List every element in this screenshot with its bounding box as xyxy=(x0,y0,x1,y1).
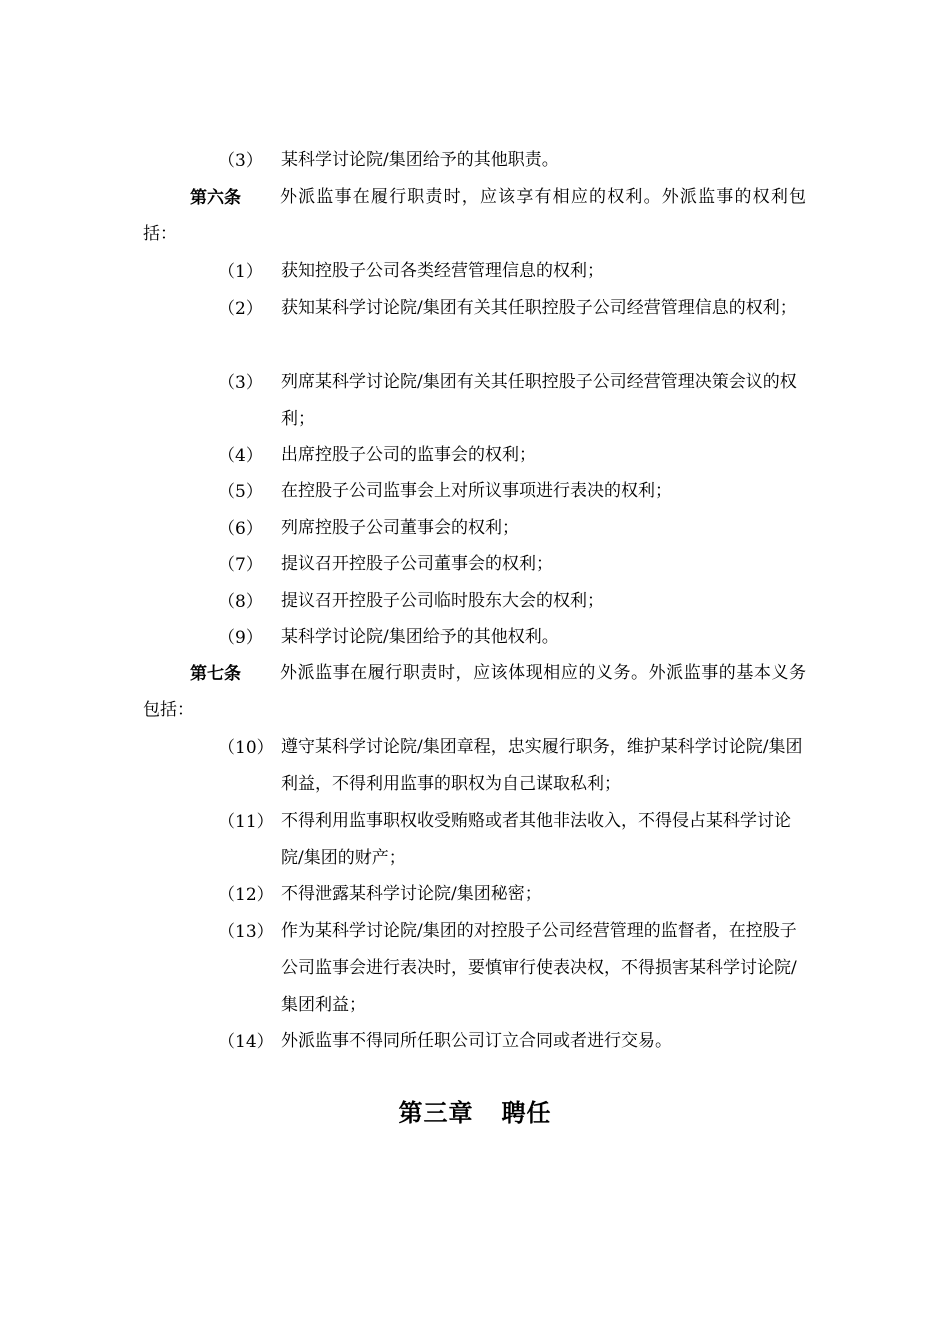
article-6-body: 外派监事在履行职责时，应该享有相应的权利。外派监事的权利包括： xyxy=(143,187,806,244)
list-item-text: 获知某科学讨论院/集团有关其任职控股子公司经营管理信息的权利； xyxy=(281,298,797,318)
chapter-title: 聘任 xyxy=(501,1098,552,1127)
list-item-number: （2） xyxy=(218,299,263,319)
list-item-number: （3） xyxy=(218,151,263,171)
list-item-text: 不得利用监事职权收受贿赂或者其他非法收入，不得侵占某科学讨论院/集团的财产； xyxy=(281,811,791,868)
list-item-number: （5） xyxy=(218,482,263,502)
chapter-label: 第三章 xyxy=(398,1098,474,1127)
list-item-number: （1） xyxy=(218,262,263,282)
list-item-number: （3） xyxy=(218,373,263,393)
list-item-text: 提议召开控股子公司临时股东大会的权利； xyxy=(281,591,604,611)
list-item-text: 外派监事不得同所任职公司订立合同或者进行交易。 xyxy=(281,1031,672,1051)
chapter-heading xyxy=(0,1098,950,1128)
list-item-number: （7） xyxy=(218,555,263,575)
list-item-number: （6） xyxy=(218,519,263,539)
list-item-number: （10） xyxy=(218,738,274,758)
list-item-number: （8） xyxy=(218,592,263,612)
list-item-number: （9） xyxy=(218,628,263,648)
list-item-text: 提议召开控股子公司董事会的权利； xyxy=(281,554,553,574)
list-item-text: 遵守某科学讨论院/集团章程，忠实履行职务，维护某科学讨论院/集团利益，不得利用监事的职权为自己谋取私利； xyxy=(281,737,803,794)
list-item-number: （12） xyxy=(218,885,274,905)
list-item-text: 列席控股子公司董事会的权利； xyxy=(281,518,519,538)
list-item-number: （13） xyxy=(218,922,274,942)
list-item-text: 列席某科学讨论院/集团有关其任职控股子公司经营管理决策会议的权利； xyxy=(281,372,797,429)
list-item-text: 某科学讨论院/集团给予的其他权利。 xyxy=(281,627,559,647)
list-item-number: （4） xyxy=(218,446,263,466)
list-item-text: 作为某科学讨论院/集团的对控股子公司经营管理的监督者，在控股子公司监事会进行表决时，要慎审行使表决权，不得损害某科学讨论院/集团利益； xyxy=(281,921,797,1015)
article-7-body: 外派监事在履行职责时，应该体现相应的义务。外派监事的基本义务包括： xyxy=(143,663,806,720)
list-item-text: 出席控股子公司的监事会的权利； xyxy=(281,445,536,465)
list-item-number: （14） xyxy=(218,1032,274,1052)
list-item-text: 获知控股子公司各类经营管理信息的权利； xyxy=(281,261,604,281)
list-item-text: 在控股子公司监事会上对所议事项进行表决的权利； xyxy=(281,481,672,501)
list-item-number: （11） xyxy=(218,812,274,832)
article-7-heading: 第七条 xyxy=(190,664,241,684)
list-item-text: 不得泄露某科学讨论院/集团秘密； xyxy=(281,884,542,904)
article-6-heading: 第六条 xyxy=(190,188,241,208)
list-item-text: 某科学讨论院/集团给予的其他职责。 xyxy=(281,150,559,170)
